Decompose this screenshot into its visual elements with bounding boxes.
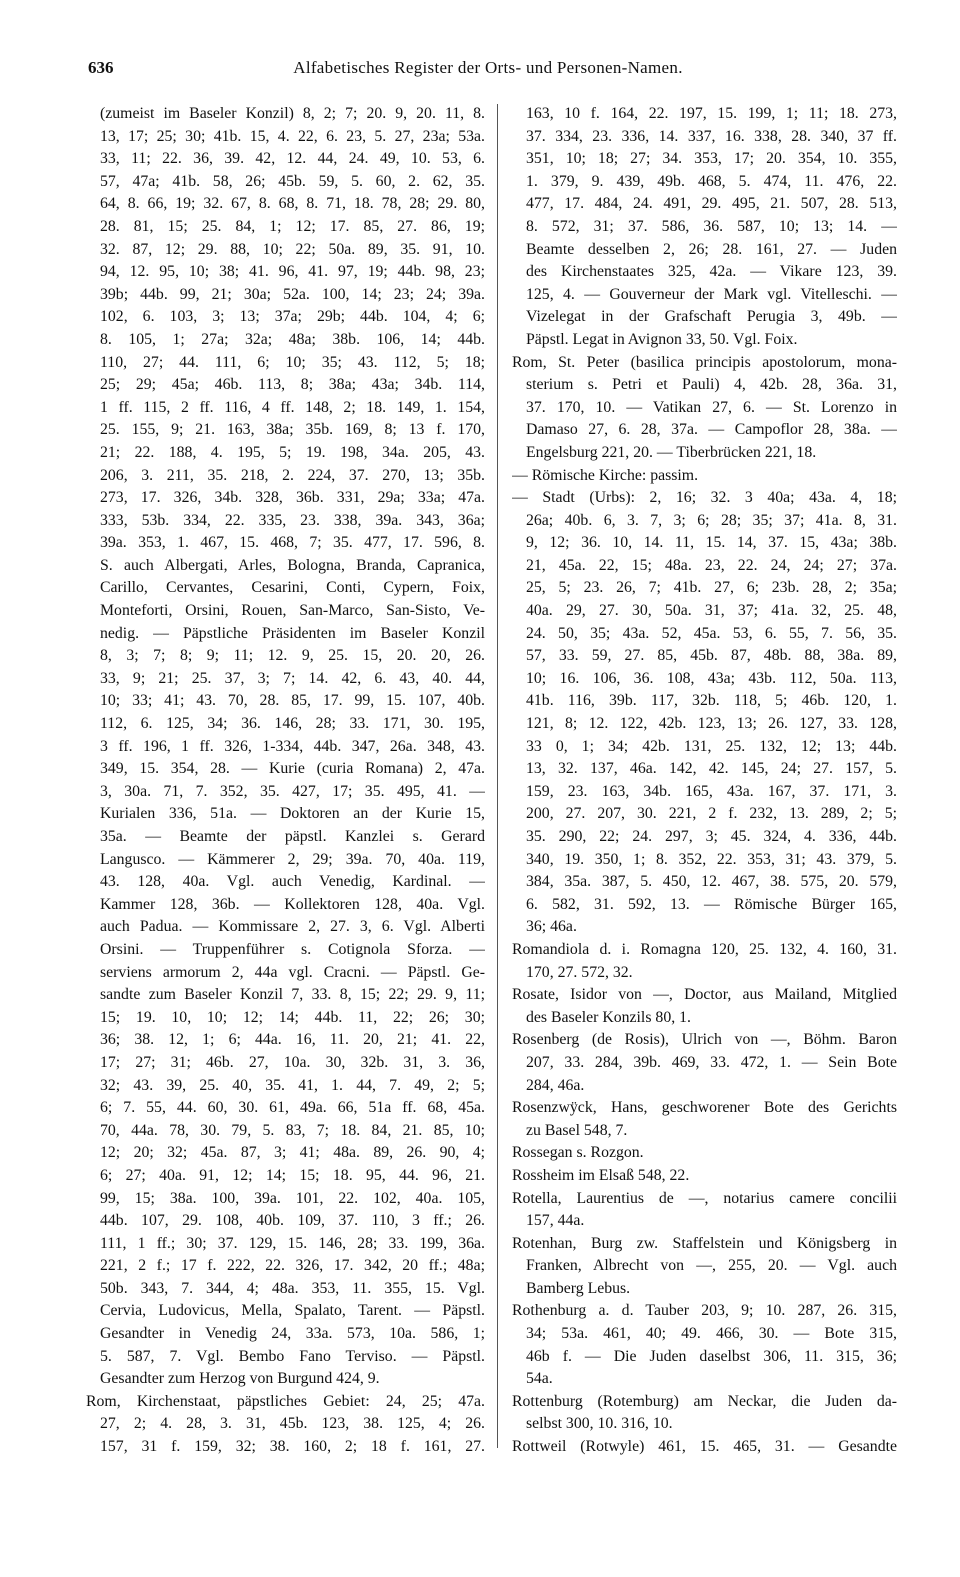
index-line: 110, 27; 44. 111, 6; 10; 35; 43. 112, 5; 18; xyxy=(100,353,485,371)
index-line: Gesandter in Venedig 24, 33a. 573, 10a. 586, 1; xyxy=(100,1325,485,1343)
index-line: 159, 23. 163, 34b. 165, 43a. 167, 37. 171, 3. xyxy=(526,782,897,800)
index-line: 112, 6. 125, 34; 36. 146, 28; 33. 171, 30. 195, xyxy=(100,715,485,733)
index-line: 8. 572, 31; 37. 586, 36. 587, 10; 13; 14. — xyxy=(526,217,897,235)
index-line: 32; 43. 39, 25. 40, 35. 41, 1. 44, 7. 49, 2; 5; xyxy=(100,1076,485,1094)
index-line: 70, 44a. 78, 30. 79, 5. 83, 7; 18. 84, 21. 85, 10; xyxy=(100,1121,485,1139)
index-line: sterium s. Petri et Pauli) 4, 42b. 28, 36a. 31, xyxy=(526,376,897,394)
index-line: des Baseler Konzils 80, 1. xyxy=(526,1008,691,1026)
index-line: 157, 31 f. 159, 32; 38. 160, 2; 18 f. 161, 27. xyxy=(100,1438,485,1456)
index-line: 21, 45a. 22, 15; 48a. 23, 22. 24, 24; 27; 37a. xyxy=(526,556,897,574)
index-line: 340, 19. 350, 1; 8. 352, 22. 353, 31; 43. 379, 5. xyxy=(526,850,897,868)
index-line: Engelsburg 221, 20. — Tiberbrücken 221, 18. xyxy=(526,443,817,461)
index-line: Rosenzwÿck, Hans, geschworener Bote des Gerichts xyxy=(512,1099,897,1117)
index-line: 15; 19. 10, 10; 12; 14; 44b. 11, 22; 26; 30; xyxy=(100,1008,485,1026)
index-line: 284, 46a. xyxy=(526,1076,585,1094)
index-line: nedig. — Päpstliche Präsidenten im Baseler Konzil xyxy=(100,624,485,642)
index-line: 170, 27. 572, 32. xyxy=(526,963,633,981)
index-line: S. auch Albergati, Arles, Bologna, Branda, Capranica, xyxy=(100,556,485,574)
index-line: 221, 2 f.; 17 f. 222, 22. 326, 17. 342, 20 ff.; 48a; xyxy=(100,1257,485,1275)
index-line: 64, 8. 66, 19; 32. 67, 8. 68, 8. 71, 18. 78, 28; 29. 80, xyxy=(100,195,485,213)
index-line: 28. 81, 15; 25. 84, 1; 12; 17. 85, 27. 86, 19; xyxy=(100,217,485,235)
index-line: Rosate, Isidor von —, Doctor, aus Mailand, Mitglied xyxy=(512,986,897,1004)
index-line: sandte zum Baseler Konzil 7, 33. 8, 15; 22; 29. 9, 11; xyxy=(100,986,485,1004)
index-line: Rothenburg a. d. Tauber 203, 9; 10. 287, 26. 315, xyxy=(512,1302,897,1320)
index-line: Vizelegat in der Grafschaft Perugia 3, 49b. — xyxy=(526,308,897,326)
index-line: 57, 33. 59, 27. 85, 45b. 87, 48b. 88, 38a. 89, xyxy=(526,647,897,665)
index-line: 6. 582, 31. 592, 13. — Römische Bürger 165, xyxy=(526,895,897,913)
index-line: 9, 12; 36. 10, 14. 11, 15. 14, 37. 15, 43a; 38b. xyxy=(526,534,897,552)
index-line: Rottenburg (Rotemburg) am Neckar, die Juden da- xyxy=(512,1392,897,1410)
index-line: 54a. xyxy=(526,1370,553,1388)
running-title: Alfabetisches Register der Orts- und Personen-Namen. xyxy=(293,58,683,77)
index-line: 25, 5; 23. 26, 7; 41b. 27, 6; 23b. 28, 2; 35a; xyxy=(526,579,897,597)
index-line: 32. 87, 12; 29. 88, 10; 22; 50a. 89, 35. 91, 10. xyxy=(100,240,485,258)
index-line: 21; 22. 188, 4. 195, 5; 19. 198, 34a. 205, 43. xyxy=(100,443,485,461)
index-line: 33 0, 1; 34; 42b. 131, 25. 132, 12; 13; 44b. xyxy=(526,737,897,755)
index-line: 8, 3; 7; 8; 9; 11; 12. 9, 25. 15, 20. 20, 26. xyxy=(100,647,485,665)
index-line: Rom, St. Peter (basilica principis apostolorum, mona- xyxy=(512,353,897,371)
index-line: 111, 1 ff.; 30; 37. 129, 15. 146, 28; 33. 199, 36a. xyxy=(100,1234,485,1252)
index-line: 44b. 107, 29. 108, 40b. 109, 37. 110, 3 ff.; 26. xyxy=(100,1212,485,1230)
index-line: Kammer 128, 36b. — Kollektoren 128, 40a. Vgl. xyxy=(100,895,485,913)
index-line: Rottweil (Rotwyle) 461, 15. 465, 31. — Gesandte xyxy=(512,1438,897,1456)
index-line: 34; 53a. 461, 40; 49. 466, 30. — Bote 315, xyxy=(526,1325,897,1343)
index-line: 24. 50, 35; 43a. 52, 45a. 53, 6. 55, 7. 56, 35. xyxy=(526,624,897,642)
index-line: 8. 105, 1; 27a; 32a; 48a; 38b. 106, 14; 44b. xyxy=(100,330,485,348)
index-line: 3 ff. 196, 1 ff. 326, 1-334, 44b. 347, 26a. 348, 43. xyxy=(100,737,485,755)
index-line: 349, 15. 354, 28. — Kurie (curia Romana) 2, 47a. xyxy=(100,760,485,778)
index-line: Rossegan s. Rozgon. xyxy=(512,1144,644,1162)
left-column xyxy=(86,103,485,1459)
index-line: Rossheim im Elsaß 548, 22. xyxy=(512,1166,690,1184)
index-line: zu Basel 548, 7. xyxy=(526,1121,628,1139)
index-line: Langusco. — Kämmerer 2, 29; 39a. 70, 40a. 119, xyxy=(100,850,485,868)
index-line: 25; 29; 45a; 46b. 113, 8; 38a; 43a; 34b. 114, xyxy=(100,376,485,394)
index-line: 1 ff. 115, 2 ff. 116, 4 ff. 148, 2; 18. 149, 1. 154, xyxy=(100,398,485,416)
index-line: 35. 290, 22; 24. 297, 3; 45. 324, 4. 336, 44b. xyxy=(526,828,897,845)
index-line: Bamberg Lebus. xyxy=(526,1279,631,1297)
index-line: Rotenhan, Burg zw. Staffelstein und Königsberg in xyxy=(512,1234,897,1252)
index-line: 206, 3. 211, 35. 218, 2. 224, 37. 270, 13; 35b. xyxy=(100,466,485,484)
index-line: Cervia, Ludovicus, Mella, Spalato, Tarent. — Päpstl. xyxy=(100,1302,485,1320)
index-line: 121, 8; 12. 122, 42b. 123, 13; 26. 127, 33. 128, xyxy=(526,715,897,733)
index-line: 13, 17; 25; 30; 41b. 15, 4. 22, 6. 23, 5. 27, 23a; 53a. xyxy=(100,127,485,145)
index-line: 12; 20; 32; 45a. 87, 3; 41; 48a. 89, 26. 90, 4; xyxy=(100,1144,485,1162)
index-line: 36; 46a. xyxy=(526,918,577,936)
index-line: 50b. 343, 7. 344, 4; 48a. 353, 11. 355, 15. Vgl. xyxy=(100,1279,485,1297)
index-line: 102, 6. 103, 3; 13; 37a; 29b; 44b. 104, 4; 6; xyxy=(100,308,485,326)
index-line: 163, 10 f. 164, 22. 197, 15. 199, 1; 11; 18. 273, xyxy=(526,105,897,122)
index-line: Orsini. — Truppenführer s. Cotignola Sforza. — xyxy=(100,940,485,958)
index-line: 33, 11; 22. 36, 39. 42, 12. 44, 24. 49, 10. 53, 6. xyxy=(100,150,485,168)
index-line: 333, 53b. 334, 22. 335, 23. 338, 39a. 343, 36a; xyxy=(100,511,485,529)
index-line: 200, 27. 207, 30. 221, 2 f. 232, 13. 289, 2; 5; xyxy=(526,805,897,823)
index-line: 27, 2; 4. 28, 3. 31, 45b. 123, 38. 125, 4; 26. xyxy=(100,1415,485,1433)
index-line: 35a. — Beamte der päpstl. Kanzlei s. Gerard xyxy=(100,828,485,845)
index-line: 99, 15; 38a. 100, 39a. 101, 22. 102, 40a. 105, xyxy=(100,1189,485,1207)
index-line: 40a. 29, 27. 30, 50a. 31, 37; 41a. 32, 25. 48, xyxy=(526,602,897,620)
index-line: 10; 16. 106, 36. 108, 43a; 43b. 112, 50a. 113, xyxy=(526,669,897,687)
index-line: Päpstl. Legat in Avignon 33, 50. Vgl. Foix. xyxy=(526,330,798,348)
index-line: Gesandter zum Herzog von Burgund 424, 9. xyxy=(100,1370,380,1388)
index-line: 351, 10; 18; 27; 34. 353, 17; 20. 354, 10. 355, xyxy=(526,150,897,168)
index-line: — Römische Kirche: passim. xyxy=(512,466,699,484)
index-line: Carillo, Cervantes, Cesarini, Conti, Cypern, Foix, xyxy=(100,579,485,597)
index-line: 1. 379, 9. 439, 49b. 468, 5. 474, 11. 476, 22. xyxy=(526,172,897,190)
index-line: Franken, Albrecht von —, 255, 20. — Vgl. auch xyxy=(526,1257,897,1275)
index-line: Rotella, Laurentius de —, notarius camere concilii xyxy=(512,1189,897,1207)
index-line: selbst 300, 10. 316, 10. xyxy=(526,1415,673,1433)
index-line: 57, 47a; 41b. 58, 26; 45b. 59, 5. 60, 2. 62, 35. xyxy=(100,172,485,190)
index-line: 33, 9; 21; 25. 37, 3; 7; 14. 42, 6. 43, 40. 44, xyxy=(100,669,485,687)
index-line: — Stadt (Urbs): 2, 16; 32. 3 40a; 43a. 4, 18; xyxy=(512,489,897,507)
index-line: Kurialen 336, 51a. — Doktoren an der Kurie 15, xyxy=(100,805,485,823)
index-line: Rosenberg (de Rosis), Ulrich von —, Böhm. Baron xyxy=(512,1031,897,1049)
page-header xyxy=(88,58,888,88)
index-line: 94, 12. 95, 10; 38; 41. 96, 41. 97, 19; 44b. 98, 23; xyxy=(100,263,485,281)
index-line: 5. 587, 7. Vgl. Bembo Fano Terviso. — Päpstl. xyxy=(100,1347,485,1365)
index-line: 37. 170, 10. — Vatikan 27, 6. — St. Lorenzo in xyxy=(526,398,897,416)
index-line: 125, 4. — Gouverneur der Mark vgl. Vitelleschi. — xyxy=(526,285,897,303)
index-line: 384, 35a. 387, 5. 450, 12. 467, 38. 575, 20. 579, xyxy=(526,873,897,891)
index-line: 17; 27; 31; 46b. 27, 10a. 30, 32b. 31, 3. 36, xyxy=(100,1053,485,1071)
index-line: 25. 155, 9; 21. 163, 38a; 35b. 169, 8; 13 f. 170, xyxy=(100,421,485,439)
index-line: Rom, Kirchenstaat, päpstliches Gebiet: 24, 25; 47a. xyxy=(86,1392,485,1410)
index-line: 6; 7. 55, 44. 60, 30. 61, 49a. 66, 51a ff. 68, 45a. xyxy=(100,1099,485,1117)
index-line: 37. 334, 23. 336, 14. 337, 16. 338, 28. 340, 37 ff. xyxy=(526,127,897,145)
index-line: 39b; 44b. 99, 21; 30a; 52a. 100, 14; 23; 24; 39a. xyxy=(100,285,485,303)
index-line: 36; 38. 12, 1; 6; 44a. 16, 11. 20, 21; 41. 22, xyxy=(100,1031,485,1049)
index-line: Monteforti, Orsini, Rouen, San-Marco, San-Sisto, Ve- xyxy=(100,602,485,620)
index-line: serviens armorum 2, 44a vgl. Cracni. — Päpstl. Ge- xyxy=(100,963,485,981)
index-line: Romandiola d. i. Romagna 120, 25. 132, 4. 160, 31. xyxy=(512,940,897,958)
index-line: auch Padua. — Kommissare 2, 27. 3, 6. Vgl. Alberti xyxy=(100,918,485,936)
index-line: Damaso 27, 6. 28, 37a. — Campoflor 28, 38a. — xyxy=(526,421,897,439)
index-line: (zumeist im Baseler Konzil) 8, 2; 7; 20. 9, 20. 11, 8. xyxy=(100,105,485,122)
index-line: 477, 17. 484, 24. 491, 29. 495, 21. 507, 28. 513, xyxy=(526,195,897,213)
index-line: 157, 44a. xyxy=(526,1212,585,1230)
index-line: 6; 27; 40a. 91, 12; 14; 15; 18. 95, 44. 96, 21. xyxy=(100,1166,485,1184)
index-line: 46b f. — Die Juden daselbst 306, 11. 315, 36; xyxy=(526,1347,897,1365)
page-number: 636 xyxy=(88,58,114,77)
index-line: 26a; 40b. 6, 3. 7, 3; 6; 28; 35; 37; 41a. 8, 31. xyxy=(526,511,897,529)
index-line: 207, 33. 284, 39b. 469, 33. 472, 1. — Sein Bote xyxy=(526,1053,897,1071)
index-line: 3, 30a. 71, 7. 352, 35. 427, 17; 35. 495, 41. — xyxy=(100,782,485,800)
index-line: 10; 33; 41; 43. 70, 28. 85, 17. 99, 15. 107, 40b. xyxy=(100,692,485,710)
index-line: 41b. 116, 39b. 117, 32b. 118, 5; 46b. 120, 1. xyxy=(526,692,897,710)
index-line: 39a. 353, 1. 467, 15. 468, 7; 35. 477, 17. 596, 8. xyxy=(100,534,485,552)
column-divider xyxy=(497,104,498,1448)
index-line: 43. 128, 40a. Vgl. auch Venedig, Kardinal. — xyxy=(100,873,485,891)
index-line: Beamte desselben 2, 26; 28. 161, 27. — Juden xyxy=(526,240,897,258)
index-line: 273, 17. 326, 34b. 328, 36b. 331, 29a; 33a; 47a. xyxy=(100,489,485,507)
right-column xyxy=(512,103,897,1459)
index-line: des Kirchenstaates 325, 42a. — Vikare 123, 39. xyxy=(526,263,897,281)
index-line: 13, 32. 137, 46a. 142, 42. 145, 24; 27. 157, 5. xyxy=(526,760,897,778)
